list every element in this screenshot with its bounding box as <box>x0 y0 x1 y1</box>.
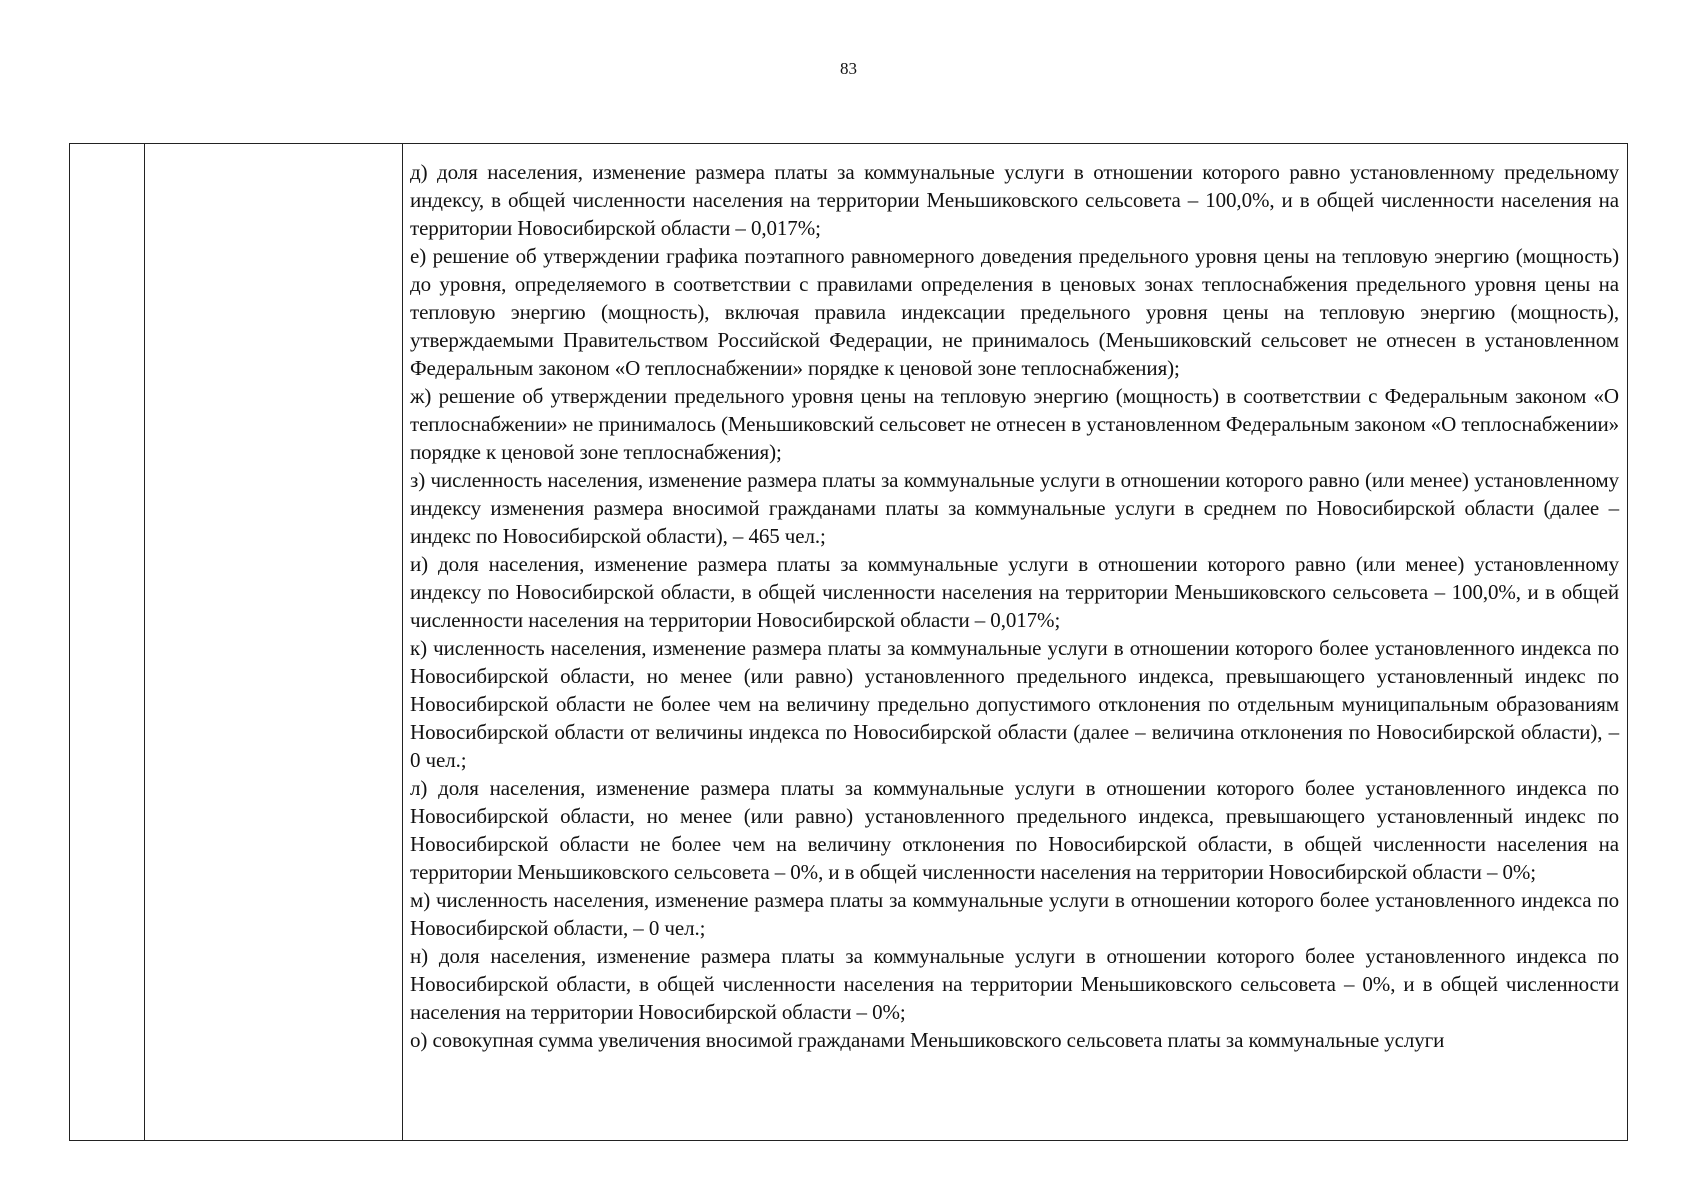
paragraph-d: д) доля населения, изменение размера платы за коммунальные услуги в отношении которого равно установленному предельному индексу, в общей численности населения на территории Меньшиковского сельсовета – 100,0%, и в общей численности населения на территории Новосибирской области – 0,017%; <box>410 160 1619 240</box>
page-number: 83 <box>840 59 857 78</box>
table-cell-name <box>145 144 403 1141</box>
paragraph-l: л) доля населения, изменение размера платы за коммунальные услуги в отношении которого более установленного индекса по Новосибирской области, но менее (или равно) установленного предельного индекса, превышающего установленный индекс по Новосибирской области не более чем на величину отклонения по Новосибирской области, в общей численности населения на территории Меньшиковского сельсовета – 0%, и в общей численности населения на территории Новосибирской области – 0%; <box>410 776 1619 884</box>
paragraph-k: к) численность населения, изменение размера платы за коммунальные услуги в отношении которого более установленного индекса по Новосибирской области, но менее (или равно) установленного предельного индекса, превышающего установленный индекс по Новосибирской области не более чем на величину предельно допустимого отклонения по отдельным муниципальным образованиям Новосибирской области от величины индекса по Новосибирской области (далее – величина отклонения по Новосибирской области), – 0 чел.; <box>410 636 1619 772</box>
document-table <box>69 143 1628 1141</box>
paragraph-m: м) численность населения, изменение размера платы за коммунальные услуги в отношении которого более установленного индекса по Новосибирской области, – 0 чел.; <box>410 888 1619 940</box>
table-cell-number <box>70 144 145 1141</box>
table-cell-content <box>403 144 1628 1141</box>
paragraph-e: е) решение об утверждении графика поэтапного равномерного доведения предельного уровня цены на тепловую энергию (мощность) до уровня, определяемого в соответствии с правилами определения в ценовых зонах теплоснабжения предельного уровня цены на тепловую энергию (мощность), включая правила индексации предельного уровня цены на тепловую энергию (мощность), утверждаемыми Правительством Российской Федерации, не принималось (Меньшиковский сельсовет не отнесен в установленном Федеральным законом «О теплоснабжении» порядке к ценовой зоне теплоснабжения); <box>410 244 1619 380</box>
table-row <box>70 144 1628 1141</box>
paragraph-i: и) доля населения, изменение размера платы за коммунальные услуги в отношении которого равно (или менее) установленному индексу по Новосибирской области, в общей численности населения на территории Меньшиковского сельсовета – 100,0%, и в общей численности населения на территории Новосибирской области – 0,017%; <box>410 552 1619 632</box>
paragraph-n: н) доля населения, изменение размера платы за коммунальные услуги в отношении которого более установленного индекса по Новосибирской области, в общей численности населения на территории Меньшиковского сельсовета – 0%, и в общей численности населения на территории Новосибирской области – 0%; <box>410 944 1619 1024</box>
paragraph-z: з) численность населения, изменение размера платы за коммунальные услуги в отношении которого равно (или менее) установленному индексу изменения размера вносимой гражданами платы за коммунальные услуги в среднем по Новосибирской области (далее – индекс по Новосибирской области), – 465 чел.; <box>410 468 1619 548</box>
paragraph-zh: ж) решение об утверждении предельного уровня цены на тепловую энергию (мощность) в соответствии с Федеральным законом «О теплоснабжении» не принималось (Меньшиковский сельсовет не отнесен в установленном Федеральным законом «О теплоснабжении» порядке к ценовой зоне теплоснабжения); <box>410 384 1619 464</box>
paragraph-o: о) совокупная сумма увеличения вносимой гражданами Меньшиковского сельсовета платы за коммунальные услуги <box>410 1028 1445 1052</box>
